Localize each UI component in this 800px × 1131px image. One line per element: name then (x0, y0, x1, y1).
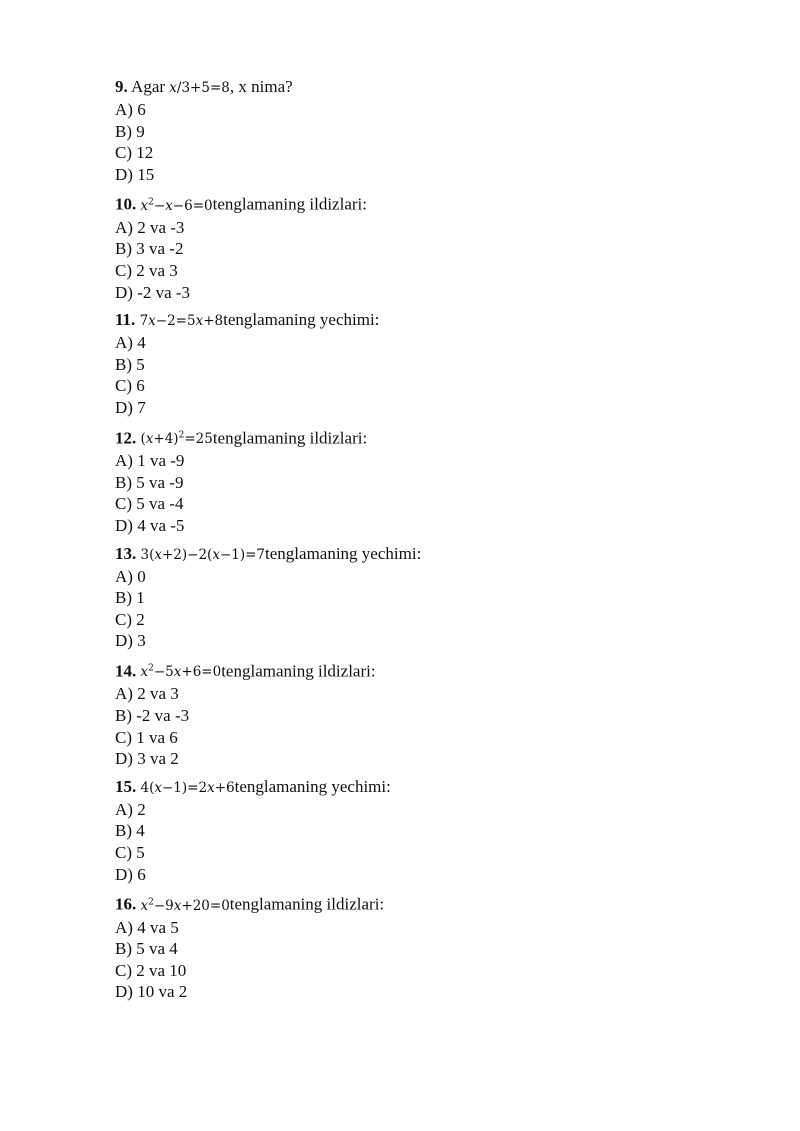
question-text (115, 543, 755, 566)
equation-term: =25 (184, 431, 213, 448)
equation-term: −2=5 (155, 313, 196, 330)
equation-variable: x (212, 546, 220, 563)
question-suffix: , x nima? (229, 77, 293, 96)
equation-term: /3+5=8 (176, 80, 230, 96)
answer-option: B) 5 (115, 354, 145, 374)
equation-term: −5 (153, 664, 174, 681)
equation (141, 664, 222, 680)
question-block (115, 425, 755, 537)
question-block (115, 891, 755, 1003)
equation (141, 898, 230, 914)
question-number: 15. (115, 776, 137, 796)
equation-variable: x (207, 779, 215, 796)
answer-option: A) 2 va 3 (115, 684, 179, 704)
answer-option: B) 5 va 4 (115, 939, 178, 959)
answer-option: A) 6 (115, 100, 146, 119)
answer-option: B) -2 va -3 (115, 705, 190, 725)
equation-term: ( (140, 431, 146, 448)
question-text (115, 76, 755, 99)
document-page (115, 76, 755, 1009)
equation-variable: x (195, 313, 204, 330)
equation-term: +4) (153, 431, 179, 448)
equation-variable: x (173, 897, 182, 914)
question-text (115, 425, 755, 451)
question-text (115, 776, 755, 799)
answer-option: B) 4 (115, 821, 145, 841)
answer-option: D) 3 (115, 631, 146, 651)
question-text (115, 658, 755, 684)
question-suffix: tenglamaning yechimi: (265, 543, 422, 563)
equation-term: 7 (139, 313, 149, 330)
answer-option: C) 2 (115, 609, 145, 629)
answer-option: D) -2 va -3 (115, 282, 191, 302)
answer-option: D) 10 va 2 (115, 982, 188, 1002)
question-block (115, 76, 755, 185)
question-number: 10. (115, 194, 137, 214)
equation-exponent: 2 (148, 197, 154, 208)
answer-option: D) 7 (115, 398, 146, 418)
equation (141, 198, 213, 214)
equation-variable: x (165, 197, 173, 214)
equation-variable: x (145, 431, 154, 448)
answer-option: C) 5 va -4 (115, 494, 184, 514)
answer-option: C) 2 va 3 (115, 261, 178, 281)
question-text (115, 191, 755, 217)
answer-option: C) 6 (115, 376, 145, 396)
question-suffix: tenglamaning ildizlari: (212, 428, 368, 448)
answer-option: B) 5 va -9 (115, 472, 184, 492)
equation-term: −1)=7 (219, 546, 266, 563)
equation-term: +2)−2( (161, 546, 213, 563)
question-suffix: tenglamaning yechimi: (223, 310, 380, 330)
equation-term: −1)=2 (161, 779, 208, 796)
question-prefix: Agar (127, 77, 170, 96)
answer-option: C) 12 (115, 143, 154, 163)
question-block (115, 776, 755, 885)
question-number: 9. (115, 77, 128, 96)
equation-variable: x (140, 664, 149, 681)
question-number: 13. (115, 543, 137, 563)
question-suffix: tenglamaning ildizlari: (229, 894, 385, 914)
answer-option: A) 2 va -3 (115, 217, 185, 237)
answer-option: B) 9 (115, 121, 145, 141)
question-block (115, 191, 755, 303)
question-suffix: tenglamaning ildizlari: (212, 194, 367, 214)
answer-option: D) 3 va 2 (115, 749, 179, 769)
answer-option: D) 4 va -5 (115, 515, 185, 535)
equation-term: −6=0 (172, 197, 213, 214)
answer-option: B) 3 va -2 (115, 239, 184, 259)
question-text (115, 891, 755, 917)
answer-option: A) 1 va -9 (115, 451, 185, 471)
equation-term: −9 (153, 897, 174, 914)
question-block (115, 658, 755, 770)
answer-option: D) 6 (115, 864, 146, 884)
answer-option: A) 0 (115, 566, 146, 586)
equation-term: +20=0 (181, 897, 230, 914)
equation-term: +6 (214, 779, 235, 796)
answer-option: D) 15 (115, 164, 155, 184)
question-block (115, 543, 755, 652)
equation-variable: x (169, 80, 177, 96)
answer-option: B) 1 (115, 588, 145, 608)
equation-term: +8 (203, 313, 224, 330)
answer-option: C) 5 (115, 842, 145, 862)
equation-term: +6=0 (181, 664, 222, 681)
question-block (115, 309, 755, 418)
equation-variable: x (140, 197, 149, 214)
equation-variable: x (154, 779, 162, 796)
equation-variable: x (148, 313, 156, 330)
equation-term: 4( (140, 779, 155, 796)
equation (169, 80, 230, 96)
equation-exponent: 2 (148, 663, 154, 674)
equation (141, 547, 266, 563)
question-number: 11. (115, 310, 136, 330)
answer-option: A) 4 (115, 333, 146, 353)
equation-exponent: 2 (178, 430, 185, 441)
answer-option: C) 1 va 6 (115, 727, 178, 747)
question-number: 12. (115, 428, 137, 448)
answer-option: A) 4 va 5 (115, 917, 179, 937)
answer-option: C) 2 va 10 (115, 960, 187, 980)
answer-option: A) 2 (115, 799, 146, 819)
equation-term: − (153, 197, 166, 214)
equation-term: 3( (140, 546, 155, 563)
question-text (115, 309, 755, 332)
equation (140, 313, 224, 329)
question-number: 14. (115, 661, 137, 681)
equation (141, 780, 235, 796)
question-number: 16. (115, 894, 137, 914)
equation-variable: x (154, 546, 162, 563)
question-suffix: tenglamaning yechimi: (234, 776, 391, 796)
equation-exponent: 2 (148, 897, 154, 908)
equation-variable: x (140, 897, 149, 914)
equation (141, 431, 213, 447)
equation-variable: x (173, 664, 182, 681)
question-suffix: tenglamaning ildizlari: (221, 661, 376, 681)
